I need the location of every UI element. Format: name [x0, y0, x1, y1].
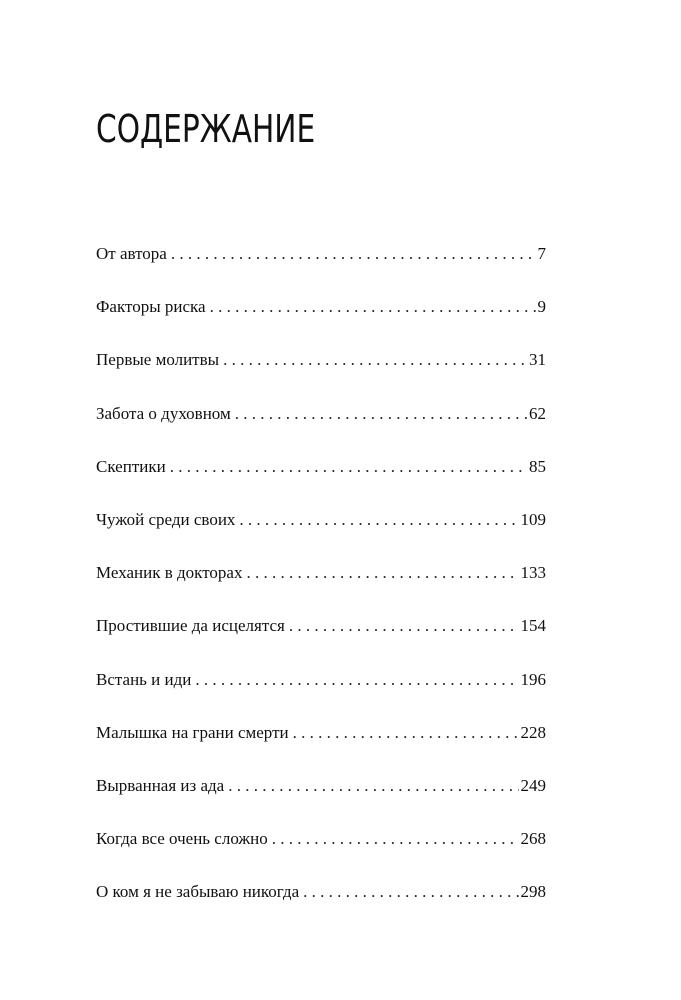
toc-entry	[96, 285, 546, 338]
page-title: СОДЕРЖАНИЕ	[96, 107, 316, 151]
toc-entry	[96, 711, 546, 764]
toc-entry-title: От автора	[96, 244, 167, 263]
toc-entry-page: 196	[520, 669, 546, 689]
toc-entry-title: Когда все очень сложно	[96, 829, 268, 849]
dot-leader	[272, 817, 519, 861]
toc-entry-page: 7	[537, 244, 546, 263]
dot-leader	[293, 711, 519, 755]
toc-entry-page: 9	[537, 297, 546, 317]
dot-leader	[223, 338, 527, 382]
toc-entry-title: Первые молитвы	[96, 350, 220, 370]
toc-entry-title: О ком я не забываю никогда	[96, 882, 300, 902]
dot-leader	[246, 551, 518, 595]
toc-entry-title: Факторы риска	[96, 297, 206, 317]
dot-leader	[210, 285, 536, 329]
table-of-contents	[96, 232, 546, 923]
toc-entry-title: Малышка на грани смерти	[96, 722, 289, 742]
toc-entry-page: 133	[520, 563, 546, 583]
toc-entry-title: Забота о духовном	[96, 403, 231, 423]
toc-entry	[96, 498, 546, 551]
toc-entry-page: 85	[529, 456, 546, 476]
toc-entry	[96, 604, 546, 657]
toc-entry-page: 228	[520, 722, 546, 742]
toc-entry-page: 31	[529, 350, 546, 370]
toc-entry-page: 109	[520, 509, 546, 529]
toc-entry-title: Чужой среди своих	[96, 509, 236, 529]
toc-entry-title: Простившие да исцелятся	[96, 616, 285, 636]
dot-leader	[195, 658, 518, 702]
dot-leader	[171, 232, 536, 276]
dot-leader	[235, 392, 527, 436]
dot-leader	[170, 445, 527, 489]
toc-entry	[96, 817, 546, 870]
toc-entry-title: Встань и иди	[96, 669, 192, 689]
toc-entry-page: 268	[520, 829, 546, 849]
toc-entry	[96, 870, 546, 923]
toc-entry-page: 249	[520, 775, 546, 795]
dot-leader	[303, 870, 518, 914]
toc-entry	[96, 551, 546, 604]
toc-entry	[96, 232, 546, 285]
toc-entry	[96, 338, 546, 391]
toc-entry	[96, 764, 546, 817]
dot-leader	[228, 764, 518, 808]
toc-entry-page: 298	[520, 882, 546, 902]
toc-entry-page: 154	[520, 616, 546, 636]
toc-entry	[96, 445, 546, 498]
toc-entry-title: Вырванная из ада	[96, 775, 225, 795]
toc-entry-title: Механик в докторах	[96, 563, 243, 583]
dot-leader	[239, 498, 518, 542]
dot-leader	[289, 604, 519, 648]
toc-entry	[96, 392, 546, 445]
toc-entry	[96, 658, 546, 711]
toc-entry-title: Скептики	[96, 456, 166, 476]
toc-entry-page: 62	[529, 403, 546, 423]
